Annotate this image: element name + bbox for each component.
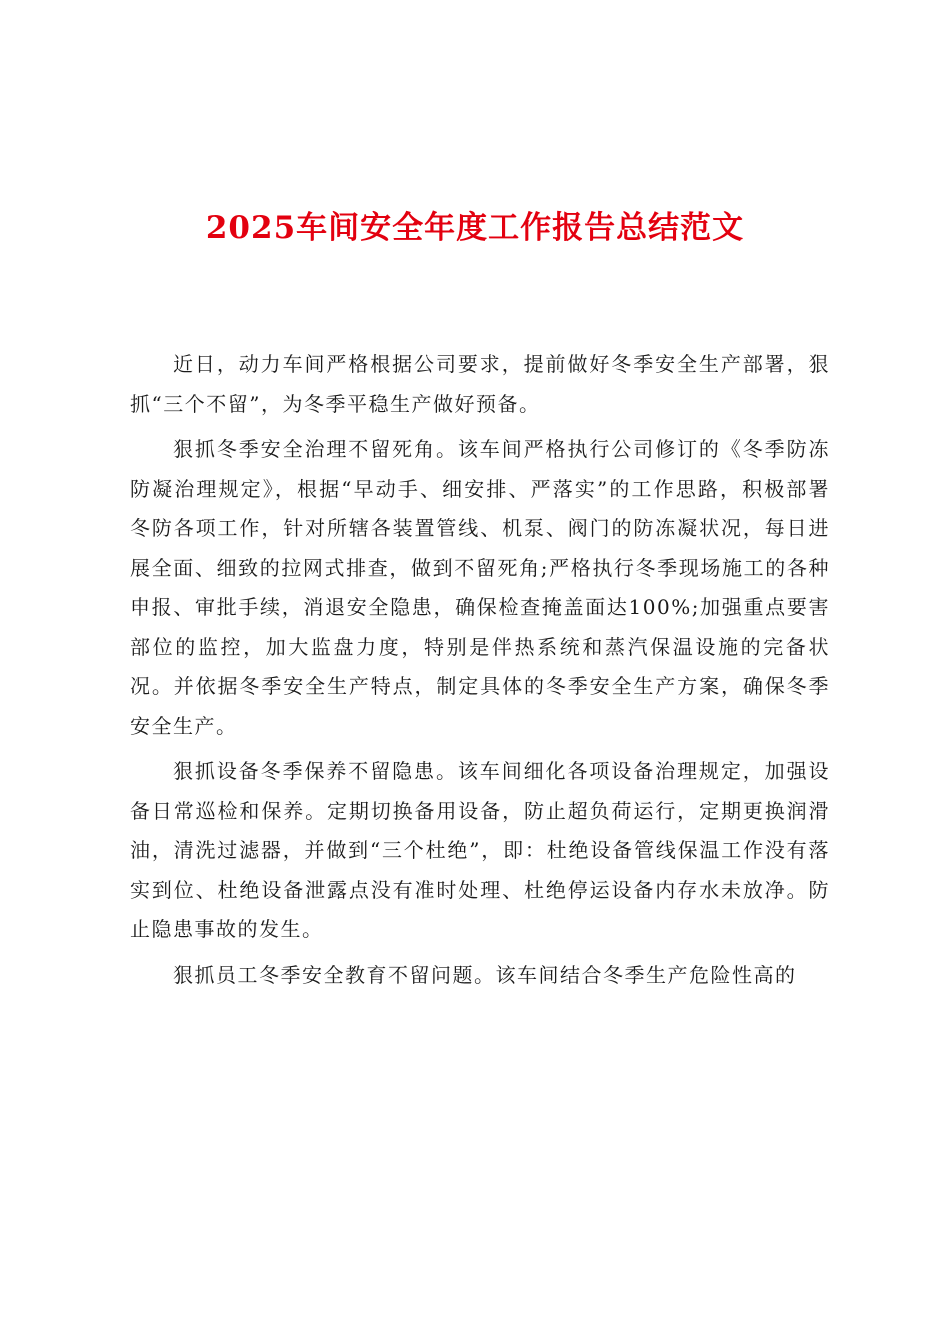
paragraph-equipment-maintenance: 狠抓设备冬季保养不留隐患。该车间细化各项设备治理规定，加强设备日常巡检和保养。定期切换备用设备，防止超负荷运行，定期更换润滑油，清洗过滤器，并做到“三个杜绝”，即：杜绝设备管线保温工作没有落实到位、杜绝设备泄露点没有准时处理、杜绝停运设备内存水未放净。防止隐患事故的发生。 bbox=[130, 759, 830, 941]
document-title: 2025车间安全年度工作报告总结范文 bbox=[205, 210, 745, 246]
paragraph-safety-management: 狠抓冬季安全治理不留死角。该车间严格执行公司修订的《冬季防冻防凝治理规定》，根据“早动手、细安排、严落实”的工作思路，积极部署冬防各项工作，针对所辖各装置管线、机泵、阀门的防冻凝状况，每日进展全面、细致的拉网式排查，做到不留死角;严格执行冬季现场施工的各种申报、审批手续，消退安全隐患，确保检查掩盖面达100%;加强重点要害部位的监控，加大监盘力度，特别是伴热系统和蒸汽保温设施的完备状况。并依据冬季安全生产特点，制定具体的冬季安全生产方案，确保冬季安全生产。 bbox=[130, 437, 830, 738]
paragraph-intro: 近日，动力车间严格根据公司要求，提前做好冬季安全生产部署，狠抓“三个不留”，为冬季平稳生产做好预备。 bbox=[130, 352, 830, 416]
paragraph-staff-education: 狠抓员工冬季安全教育不留问题。该车间结合冬季生产危险性高的 bbox=[173, 962, 797, 987]
document-body bbox=[130, 345, 830, 1001]
